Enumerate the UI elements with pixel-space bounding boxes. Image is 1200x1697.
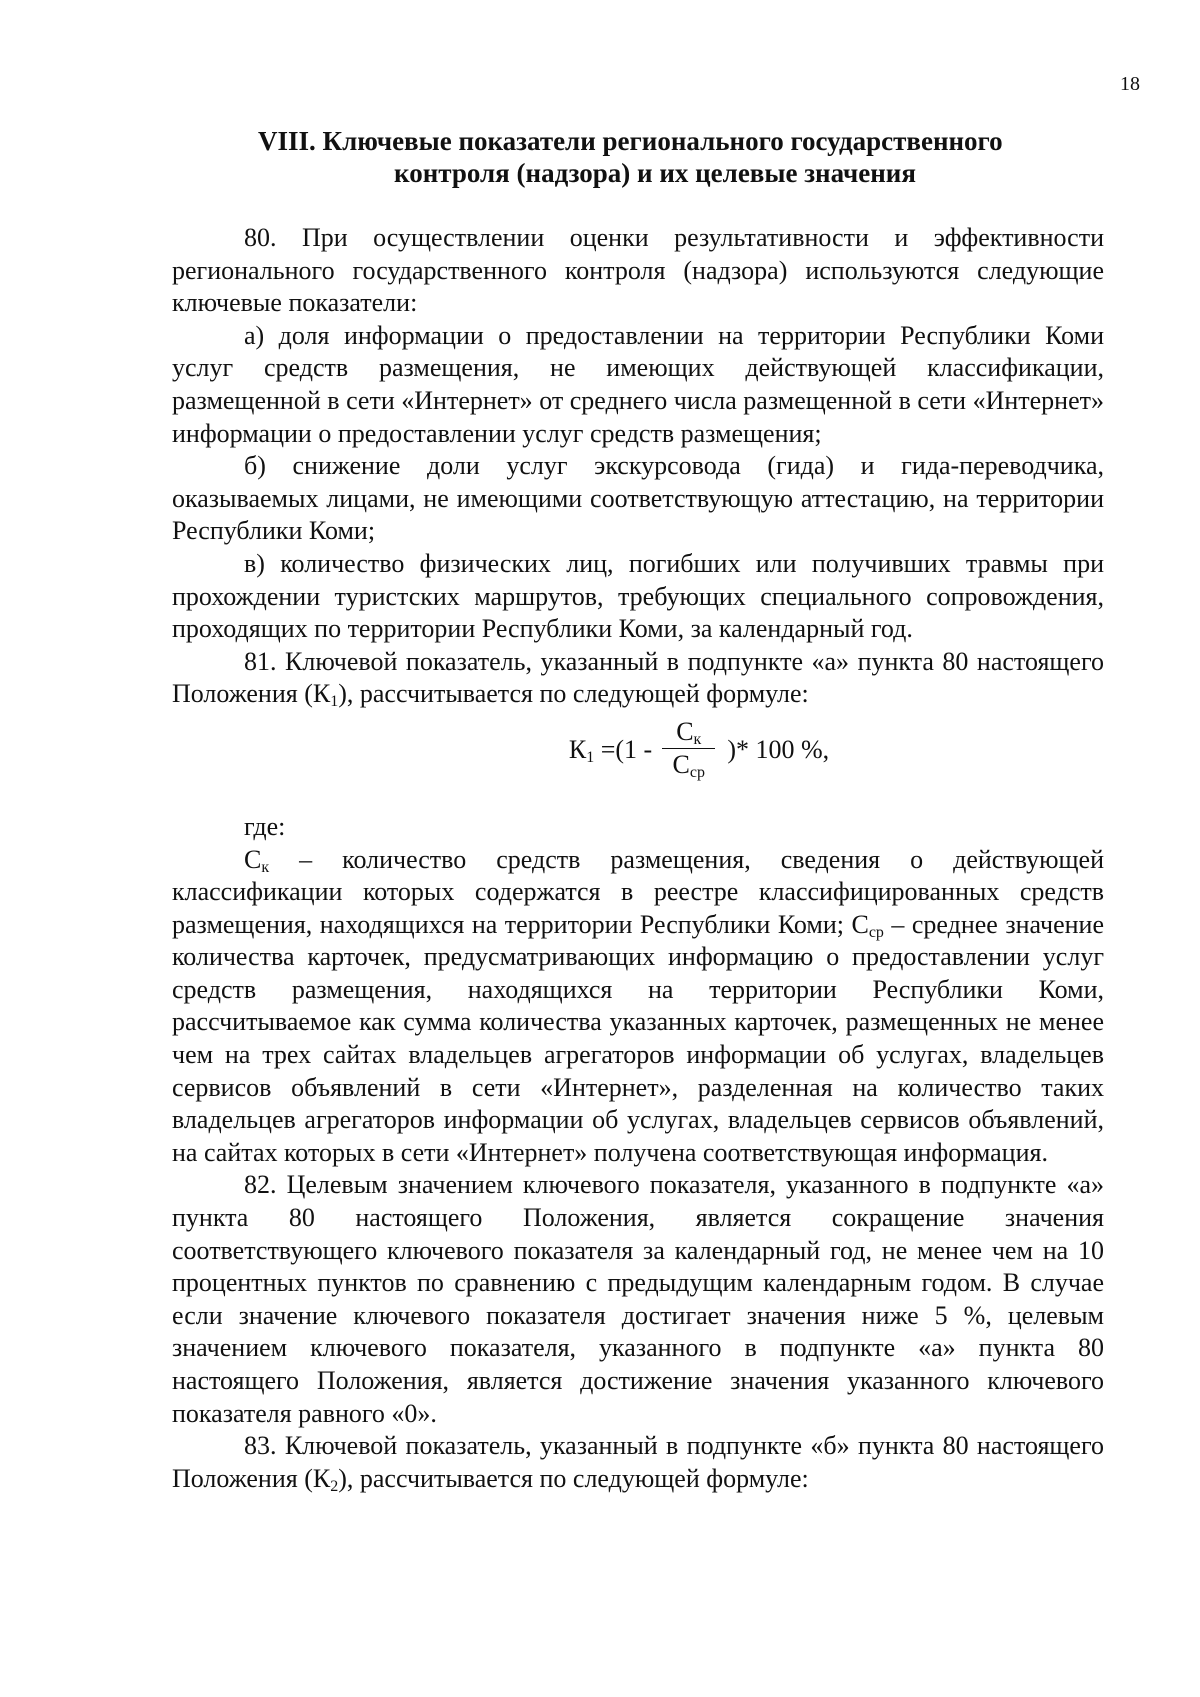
paragraph-83	[172, 1430, 1104, 1495]
formula-rhs: )* 100 %,	[727, 734, 830, 764]
formula-lhs-letter: К	[568, 734, 587, 764]
formula-denominator-letter: С	[672, 750, 690, 780]
page-number: 18	[1120, 73, 1140, 95]
paragraph-83-text-end: ), рассчитывается по следующей формуле:	[338, 1463, 809, 1493]
formula-fraction	[662, 717, 715, 780]
formula-lhs-subscript: 1	[586, 748, 595, 766]
paragraph-81	[172, 646, 1104, 711]
paragraph-ck-definition	[172, 844, 1104, 1170]
csr-definition-text: – среднее значение количества карточек, предусматривающих информацию о предоставлении услуг средств размещения, находящихся на территории Республики Коми, рассчитываемое как сумма количества указанных карточек, размещенных не менее чем на трех сайтах владельцев агрегаторов информации об услугах, владельцев сервисов объявлений в сети «Интернет», разделенная на количество таких владельцев агрегаторов информации об услугах, владельцев сервисов объявлений, на сайтах которых в сети «Интернет» получена соответствующая информация.	[172, 909, 1104, 1167]
where-label: где:	[244, 811, 286, 841]
paragraph-81-text-start: 81. Ключевой показатель, указанный в подпункте «а» пункта 80 настоящего Положения (К	[172, 646, 1104, 709]
formula-lhs	[569, 734, 652, 767]
section-heading-line-1: VIII. Ключевые показатели регионального государственного	[258, 126, 1003, 156]
csr-letter: С	[851, 909, 869, 939]
ck-subscript: к	[261, 858, 270, 876]
section-heading-line-2: контроля (надзора) и их целевые значения	[394, 158, 916, 188]
formula-denominator-subscript: ср	[689, 764, 705, 782]
formula-open: =(1 -	[594, 734, 653, 764]
paragraph-80-v: в) количество физических лиц, погибших или получивших травмы при прохождении туристских маршрутов, требующих специального сопровождения, проходящих по территории Республики Коми, за календарный год.	[172, 548, 1104, 644]
ck-letter: С	[244, 844, 262, 874]
formula-numerator	[662, 717, 715, 749]
paragraph-80: 80. При осуществлении оценки результативности и эффективности регионального государственного контроля (надзора) используются следующие ключевые показатели:	[172, 223, 1104, 318]
csr-subscript: ср	[868, 923, 884, 941]
formula-denominator	[673, 749, 705, 780]
formula-numerator-letter: С	[676, 717, 694, 747]
section-heading	[170, 125, 1140, 189]
paragraph-80-b: б) снижение доли услуг экскурсовода (гида) и гида-переводчика, оказываемых лицами, не имеющими соответствующую аттестацию, на территории Республики Коми;	[172, 451, 1104, 546]
formula-numerator-subscript: к	[693, 731, 702, 749]
paragraph-82: 82. Целевым значением ключевого показателя, указанного в подпункте «а» пункта 80 настоящего Положения, является сокращение значения соответствующего ключевого показателя за календарный год, не менее чем на 10 процентных пунктов по сравнению с предыдущим календарным годом. В случае если значение ключевого показателя достигает значения ниже 5 %, целевым значением ключевого показателя, указанного в подпункте «а» пункта 80 настоящего Положения, является достижение значения указанного ключевого показателя равного «0».	[172, 1170, 1104, 1428]
document-body	[172, 222, 1104, 1495]
paragraph-83-subscript: 2	[330, 1477, 339, 1495]
paragraph-81-text-end: ), рассчитывается по следующей формуле:	[338, 679, 809, 709]
paragraph-83-text-start: 83. Ключевой показатель, указанный в подпункте «б» пункта 80 настоящего Положения (К	[172, 1431, 1104, 1493]
paragraph-80-a: а) доля информации о предоставлении на территории Республики Коми услуг средств размещения, не имеющих действующей классификации, размещенной в сети «Интернет» от среднего числа размещенной в сети «Интернет» информации о предоставлении услуг средств размещения;	[172, 320, 1104, 448]
ck-definition-text: – количество средств размещения, сведения о действующей классификации которых содержатся в реестре классифицированных средств размещения, находящихся на территории Республики Коми;	[172, 844, 1104, 939]
paragraph-81-subscript: 1	[330, 693, 339, 711]
formula-k1	[172, 715, 1104, 785]
